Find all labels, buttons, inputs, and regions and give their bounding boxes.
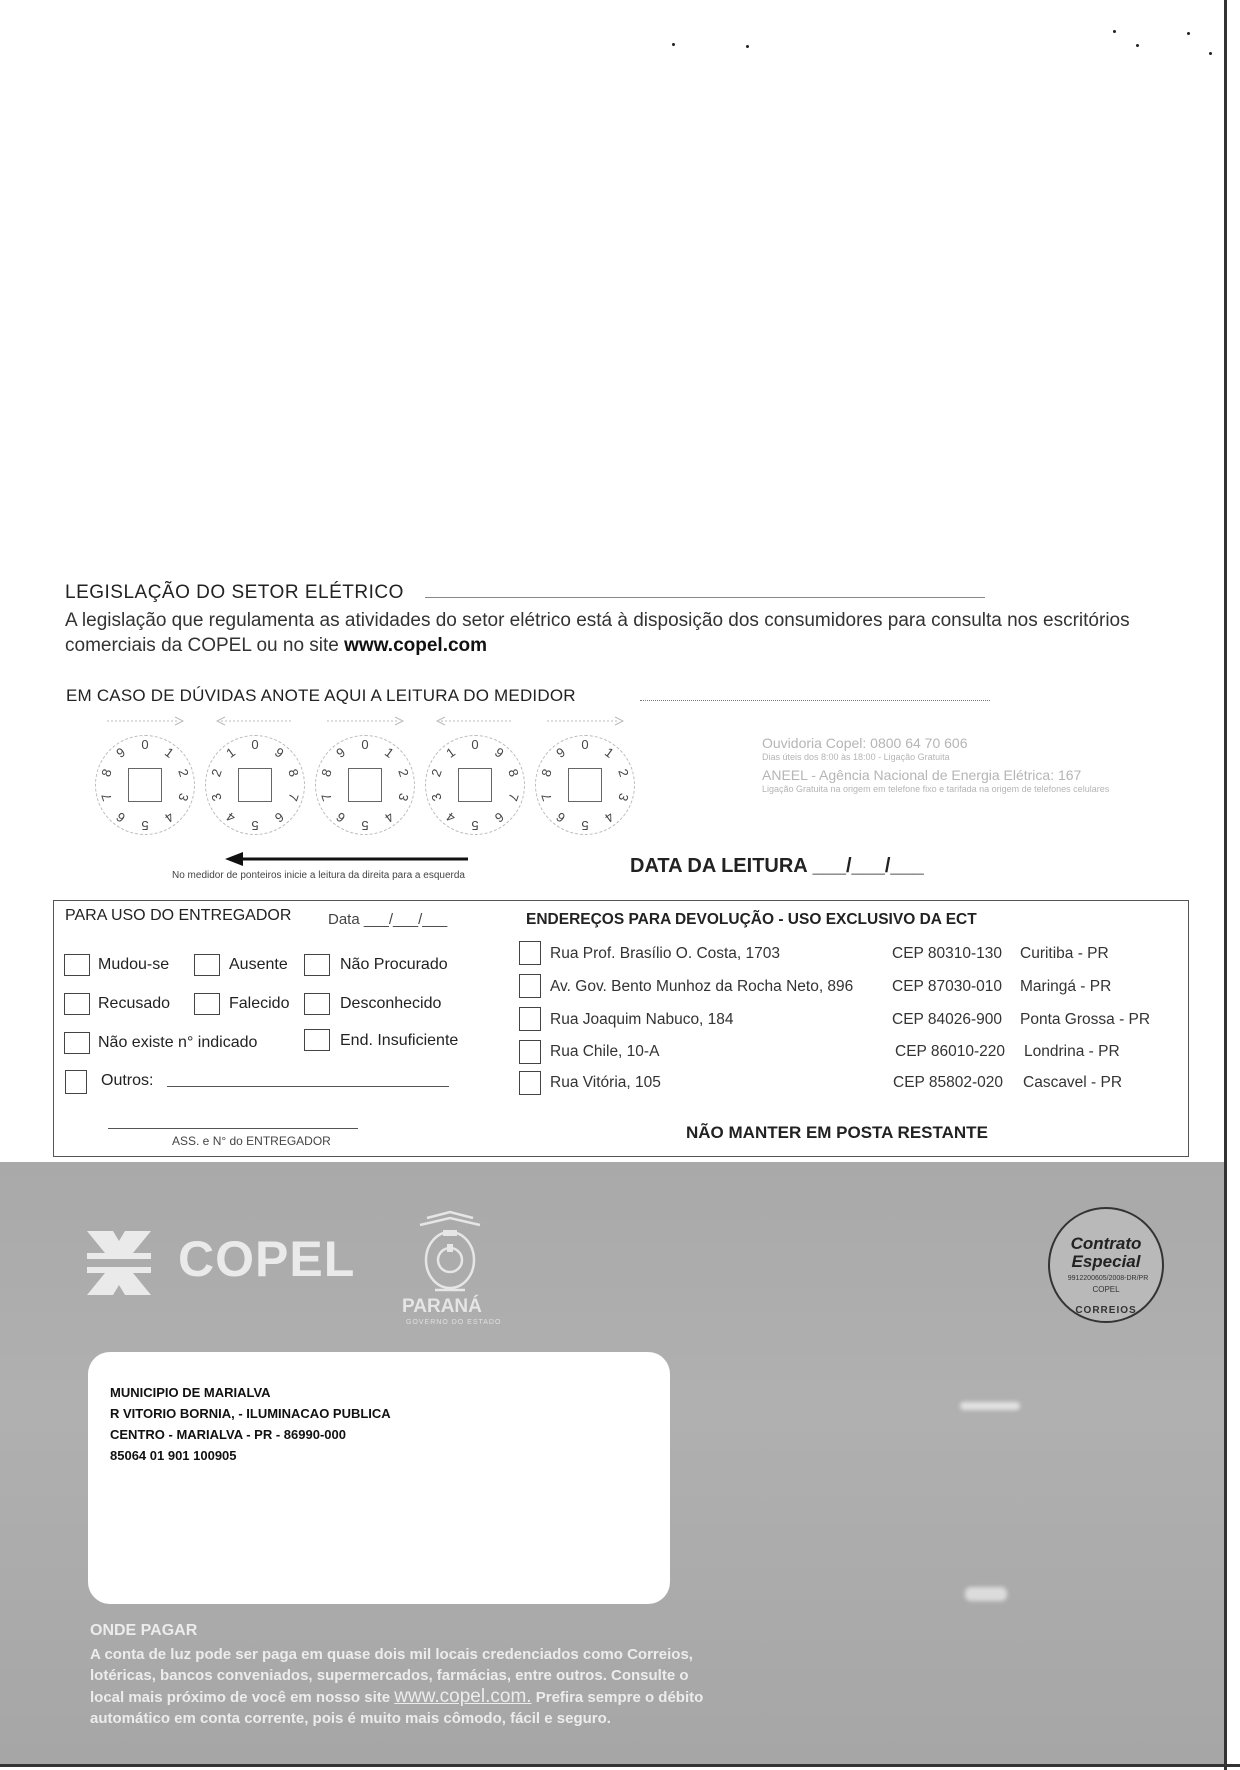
devolucao-title: ENDEREÇOS PARA DEVOLUÇÃO - USO EXCLUSIVO DA ECT — [526, 911, 977, 928]
dial-digit: 1 — [443, 744, 459, 761]
signature-label: ASS. e N° do ENTREGADOR — [172, 1134, 331, 1148]
dial-digit: 0 — [581, 737, 589, 752]
signature-line — [108, 1128, 358, 1129]
checkbox-devolucao-cascavel[interactable] — [519, 1071, 541, 1095]
label-mudou-se: Mudou-se — [98, 956, 170, 973]
dial-digit: 7 — [505, 791, 522, 804]
dial-digit: 7 — [318, 791, 335, 804]
page-edge-right — [1224, 0, 1227, 1770]
parana-crest-icon — [405, 1210, 495, 1295]
dial-digit: 9 — [491, 744, 507, 761]
dial-digit: 2 — [615, 766, 632, 779]
legislacao-title: LEGISLAÇÃO DO SETOR ELÉTRICO — [65, 582, 404, 603]
checkbox-nao-procurado[interactable] — [304, 954, 330, 976]
devolucao-street-cascavel: Rua Vitória, 105 — [550, 1074, 661, 1091]
read-direction-note: No medidor de ponteiros inicie a leitura da direita para a esquerda — [172, 870, 465, 881]
checkbox-ausente[interactable] — [194, 954, 220, 976]
meter-dial-5 — [535, 735, 635, 835]
dial-digit: 3 — [175, 791, 192, 804]
scan-smudge — [960, 1402, 1020, 1410]
label-desconhecido: Desconhecido — [340, 995, 442, 1012]
dial-digit: 3 — [395, 791, 412, 804]
dial-digit: 9 — [113, 744, 129, 761]
dial-digit: 7 — [285, 791, 302, 804]
meter-dial-3 — [315, 735, 415, 835]
checkbox-devolucao-maringa[interactable] — [519, 974, 541, 998]
dial-direction-arrow-4 — [435, 715, 515, 727]
dial-digit: 2 — [208, 766, 225, 779]
dial-digit: 4 — [601, 809, 617, 826]
dial-direction-arrow-3 — [325, 715, 405, 727]
dial-digit: 3 — [428, 791, 445, 804]
label-ausente: Ausente — [229, 956, 288, 973]
checkbox-outros[interactable] — [65, 1070, 87, 1094]
recipient-name: MUNICIPIO DE MARIALVA — [110, 1385, 271, 1400]
devolucao-street-maringa: Av. Gov. Bento Munhoz da Rocha Neto, 896 — [550, 978, 854, 995]
devolucao-street-curitiba: Rua Prof. Brasílio O. Costa, 1703 — [550, 945, 781, 962]
devolucao-city-maringa: Maringá - PR — [1020, 978, 1112, 995]
dial-direction-arrow-5 — [545, 715, 625, 727]
meter-dial-4 — [425, 735, 525, 835]
dial-digit: 2 — [395, 766, 412, 779]
dial-digit: 6 — [333, 809, 349, 826]
devolucao-cep-curitiba: CEP 80310-130 — [892, 945, 1003, 962]
label-falecido: Falecido — [229, 995, 290, 1012]
stamp-correios: CORREIOS — [1075, 1305, 1137, 1316]
dial-digit: 0 — [471, 737, 479, 752]
checkbox-nao-existe[interactable] — [64, 1032, 90, 1054]
legislacao-site-link[interactable]: www.copel.com — [344, 635, 488, 656]
dial-direction-arrow-2 — [215, 715, 295, 727]
label-nao-existe: Não existe n° indicado — [98, 1034, 258, 1051]
dial-reading-box[interactable] — [238, 768, 272, 802]
devolucao-city-curitiba: Curitiba - PR — [1020, 945, 1109, 962]
dial-digit: 2 — [175, 766, 192, 779]
label-recusado: Recusado — [98, 995, 171, 1012]
dial-digit: 8 — [318, 766, 335, 779]
contrato-especial-stamp — [1048, 1207, 1164, 1323]
stamp-line-1: Contrato — [1070, 1234, 1142, 1253]
checkbox-devolucao-curitiba[interactable] — [519, 941, 541, 965]
dial-digit: 4 — [443, 809, 459, 826]
dial-digit: 4 — [381, 809, 397, 826]
dial-digit: 6 — [553, 809, 569, 826]
dial-digit: 1 — [601, 744, 617, 761]
label-end-insuficiente: End. Insuficiente — [340, 1032, 459, 1049]
devolucao-cep-maringa: CEP 87030-010 — [892, 978, 1003, 995]
dial-digit: 1 — [381, 744, 397, 761]
parana-text: PARANÁ — [402, 1296, 482, 1317]
dial-digit: 8 — [98, 766, 115, 779]
meter-dials — [95, 715, 655, 835]
checkbox-end-insuficiente[interactable] — [304, 1029, 330, 1051]
meter-dial-2 — [205, 735, 305, 835]
posta-restante-notice: NÃO MANTER EM POSTA RESTANTE — [686, 1123, 988, 1142]
checkbox-falecido[interactable] — [194, 993, 220, 1015]
dial-digit: 5 — [361, 818, 369, 833]
recipient-code: 85064 01 901 100905 — [110, 1448, 237, 1463]
label-outros: Outros: — [101, 1072, 154, 1089]
dial-digit: 7 — [98, 791, 115, 804]
ouvidoria-copel-hours: Dias úteis dos 8:00 às 18:00 - Ligação Gratuita — [762, 752, 950, 762]
stamp-line-2: Especial — [1071, 1252, 1141, 1271]
recipient-address — [110, 1382, 391, 1466]
dial-digit: 8 — [285, 766, 302, 779]
dial-digit: 0 — [251, 737, 259, 752]
ouvidoria-copel-phone: Ouvidoria Copel: 0800 64 70 606 — [762, 735, 968, 751]
address-window — [88, 1352, 670, 1604]
outros-write-line — [167, 1086, 449, 1087]
entregador-title: PARA USO DO ENTREGADOR — [65, 907, 292, 924]
dial-digit: 1 — [223, 744, 239, 761]
dial-digit: 8 — [505, 766, 522, 779]
recipient-city: CENTRO - MARIALVA - PR - 86990-000 — [110, 1427, 346, 1442]
dial-reading-box[interactable] — [348, 768, 382, 802]
dial-digit: 7 — [538, 791, 555, 804]
dial-reading-box[interactable] — [458, 768, 492, 802]
dial-digit: 9 — [553, 744, 569, 761]
dial-digit: 6 — [491, 809, 507, 826]
copel-brand-text: COPEL — [178, 1231, 356, 1287]
devolucao-city-cascavel: Cascavel - PR — [1023, 1074, 1123, 1091]
scan-smudge — [965, 1587, 1007, 1601]
governo-do-estado-text: GOVERNO DO ESTADO — [406, 1319, 502, 1326]
dial-digit: 4 — [223, 809, 239, 826]
dial-digit: 5 — [251, 818, 259, 833]
legislacao-text — [65, 608, 1165, 658]
read-direction-arrow-icon — [225, 852, 470, 866]
dial-digit: 8 — [538, 766, 555, 779]
devolucao-cep-londrina: CEP 86010-220 — [895, 1043, 1006, 1060]
dial-digit: 0 — [361, 737, 369, 752]
onde-pagar-text — [90, 1644, 720, 1729]
onde-pagar-site-link[interactable]: www.copel.com. — [394, 1686, 532, 1707]
ouvidoria-aneel-phone: ANEEL - Agência Nacional de Energia Elétrica: 167 — [762, 767, 1082, 783]
dial-digit: 2 — [428, 766, 445, 779]
onde-pagar-title: ONDE PAGAR — [90, 1622, 198, 1639]
dial-digit: 3 — [208, 791, 225, 804]
dial-digit: 6 — [271, 809, 287, 826]
devolucao-street-londrina: Rua Chile, 10-A — [550, 1043, 660, 1060]
stamp-copel: COPEL — [1092, 1285, 1120, 1294]
dial-digit: 1 — [161, 744, 177, 761]
label-nao-procurado: Não Procurado — [340, 956, 448, 973]
dial-direction-arrow-1 — [105, 715, 185, 727]
dial-digit: 9 — [271, 744, 287, 761]
ouvidoria-info — [762, 735, 1162, 799]
page-edge-bottom — [0, 1764, 1240, 1767]
checkbox-recusado[interactable] — [64, 993, 90, 1015]
dial-digit: 6 — [113, 809, 129, 826]
copel-logo-icon — [85, 1229, 153, 1297]
dial-digit: 5 — [471, 818, 479, 833]
entregador-date-field[interactable]: Data ___/___/___ — [328, 911, 448, 928]
dial-digit: 9 — [333, 744, 349, 761]
meter-dial-1 — [95, 735, 195, 835]
checkbox-devolucao-londrina[interactable] — [519, 1040, 541, 1064]
dial-digit: 5 — [581, 818, 589, 833]
meter-reading-title: EM CASO DE DÚVIDAS ANOTE AQUI A LEITURA DO MEDIDOR — [66, 686, 576, 705]
devolucao-cep-ponta-grossa: CEP 84026-900 — [892, 1011, 1003, 1028]
meter-title-rule — [640, 700, 990, 701]
legislacao-title-rule — [425, 597, 985, 598]
checkbox-mudou-se[interactable] — [64, 954, 90, 976]
stamp-contract-number: 9912200605/2008-DR/PR — [1067, 1275, 1149, 1282]
reading-date-field[interactable]: DATA DA LEITURA ___/___/___ — [630, 855, 924, 877]
checkbox-devolucao-ponta-grossa[interactable] — [519, 1007, 541, 1031]
devolucao-city-londrina: Londrina - PR — [1024, 1043, 1120, 1060]
dial-reading-box[interactable] — [128, 768, 162, 802]
delivery-box — [53, 900, 1189, 1157]
dial-digit: 3 — [615, 791, 632, 804]
devolucao-street-ponta-grossa: Rua Joaquim Nabuco, 184 — [550, 1011, 734, 1028]
ouvidoria-aneel-note: Ligação Gratuita na origem em telefone fixo e tarifada na origem de telefones celulares — [762, 784, 1110, 794]
dial-digit: 0 — [141, 737, 149, 752]
dial-digit: 4 — [161, 809, 177, 826]
devolucao-city-ponta-grossa: Ponta Grossa - PR — [1020, 1011, 1151, 1028]
recipient-street: R VITORIO BORNIA, - ILUMINACAO PUBLICA — [110, 1406, 391, 1421]
onde-pagar-text-2: Prefira sempre o débito automático em conta corrente, pois é muito mais cômodo, fácil e seguro. — [90, 1689, 704, 1727]
legislacao-text-body: A legislação que regulamenta as atividades do setor elétrico está à disposição dos consumidores para consulta nos escritórios comerciais da COPEL ou no site — [65, 610, 1130, 656]
onde-pagar-text-1: A conta de luz pode ser paga em quase dois mil locais credenciados como Correios, lotéricas, bancos conveniados, supermercados, farmácias, entre outros. Consulte o local mais próximo de você em nosso site — [90, 1646, 693, 1706]
envelope-section — [0, 1162, 1224, 1764]
dial-digit: 5 — [141, 818, 149, 833]
dial-reading-box[interactable] — [568, 768, 602, 802]
checkbox-desconhecido[interactable] — [304, 993, 330, 1015]
devolucao-cep-cascavel: CEP 85802-020 — [893, 1074, 1004, 1091]
